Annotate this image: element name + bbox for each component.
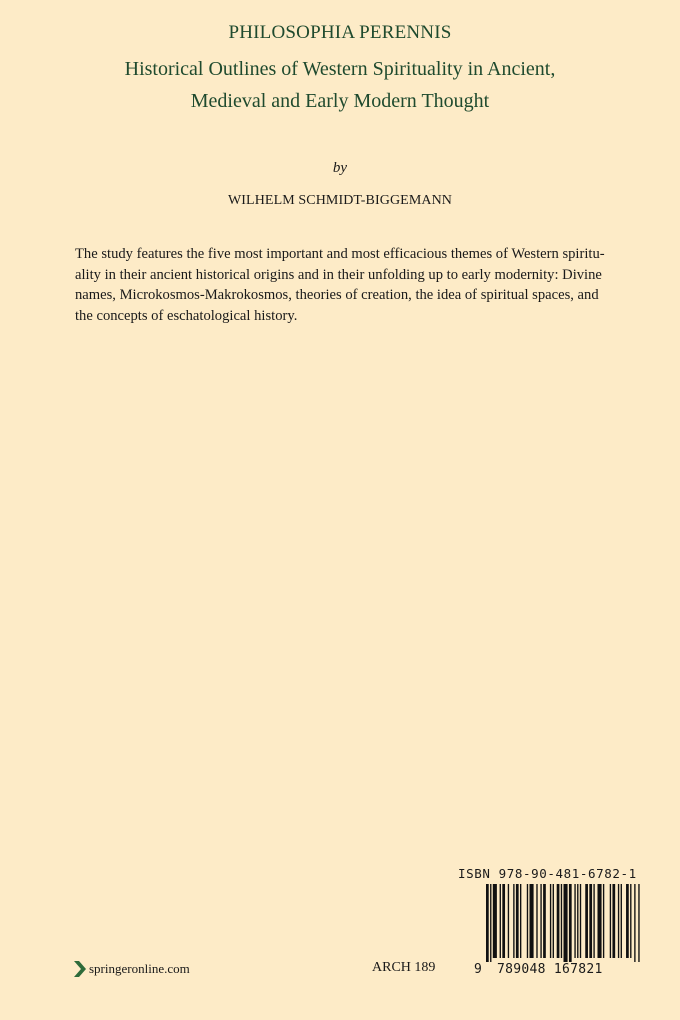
barcode-bar [561, 884, 562, 958]
blurb-line: ality in their ancient historical origins and in their unfolding up to early modernity: Divine [75, 266, 602, 283]
barcode-bar [580, 884, 581, 958]
barcode-bar [557, 884, 560, 958]
barcode-bar [493, 884, 497, 958]
barcode-bar [540, 884, 541, 958]
barcode-bar [638, 884, 639, 962]
blurb-line: the concepts of eschatological history. [75, 307, 298, 324]
barcode-digits: 789048 167821 [497, 962, 603, 977]
barcode-bar [500, 884, 501, 958]
chevron-right-icon [73, 960, 87, 978]
barcode-bar [593, 884, 594, 958]
barcode-bar [486, 884, 489, 962]
publisher-website [73, 960, 190, 978]
barcode-bar [569, 884, 572, 962]
barcode-bar [610, 884, 611, 958]
barcode-bar [513, 884, 514, 958]
barcode-bar [543, 884, 546, 958]
barcode-lead-digit: 9 [474, 962, 482, 977]
barcode-graphic [486, 884, 641, 962]
barcode-bar [603, 884, 604, 958]
author-name: WILHELM SCHMIDT-BIGGEMANN [227, 193, 453, 208]
barcode-bar [520, 884, 521, 958]
barcode-bar [589, 884, 592, 958]
blurb-line: The study features the five most important and most efficacious themes of Western spiritu- [75, 246, 605, 262]
barcode-bar [577, 884, 578, 958]
book-subtitle [0, 53, 680, 117]
book-title: PHILOSOPHIA PERENNIS [228, 22, 452, 43]
barcode-bar [574, 884, 575, 958]
subtitle-line: Historical Outlines of Western Spirituality in Ancient, [124, 58, 556, 80]
barcode-bar [527, 884, 528, 958]
isbn-label: ISBN 978-90-481-6782-1 [458, 866, 637, 881]
barcode-bar [630, 884, 631, 958]
blurb-paragraph [75, 244, 610, 326]
barcode-bar [516, 884, 519, 958]
barcode-bar [618, 884, 619, 958]
series-code: ARCH 189 [372, 960, 436, 975]
barcode-bar [612, 884, 615, 958]
subtitle-line: Medieval and Early Modern Thought [190, 90, 490, 112]
barcode-bar [585, 884, 588, 958]
barcode-bar [553, 884, 554, 958]
barcode-bar [564, 884, 568, 962]
barcode-bar [502, 884, 505, 958]
barcode-bar [626, 884, 629, 958]
barcode-bar [536, 884, 537, 958]
barcode-bar [530, 884, 534, 958]
barcode-bar [490, 884, 491, 962]
blurb-line: names, Microkosmos-Makrokosmos, theories of creation, the idea of spiritual spaces, and [75, 287, 599, 303]
barcode-bar [508, 884, 509, 958]
barcode-bar [597, 884, 601, 958]
by-label: by [332, 160, 348, 176]
barcode-bar [621, 884, 622, 958]
barcode-bar [550, 884, 551, 958]
barcode-bars [486, 884, 641, 962]
website-url: springeronline.com [89, 961, 190, 976]
barcode-bar [634, 884, 635, 962]
